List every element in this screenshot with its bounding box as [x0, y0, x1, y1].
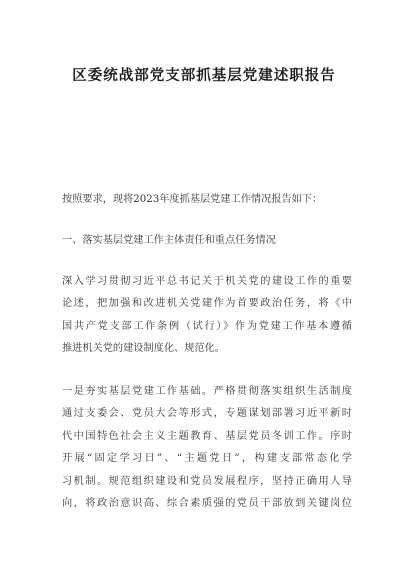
paragraph-line: 论述，把加强和改进机关党建作为首要政治任务，将《中 — [62, 298, 352, 310]
paragraph-line: 推进机关党的建设制度化、规范化。 — [62, 343, 225, 355]
section-heading: 一、落实基层党建工作主体责任和重点任务情况 — [62, 235, 276, 246]
paragraph-line: 通过支委会、党员大会等形式，专题谋划部署习近平新时 — [62, 408, 352, 420]
paragraph-line: 习机制。规范组织建设和党员发展程序，坚持正确用人导 — [62, 475, 352, 487]
paragraph-1 — [62, 271, 352, 361]
paragraph-line: 向，将政治意识高、综合素质强的党员干部放到关键岗位 — [62, 497, 352, 509]
paragraph-2 — [62, 381, 352, 515]
paragraph-line: 一是夯实基层党建工作基础。严格贯彻落实组织生活制度 — [62, 386, 352, 397]
paragraph-line: 开展“固定学习日”、“主题党日”，构建支部常态化学 — [62, 453, 352, 465]
document-title: 区委统战部党支部抓基层党建述职报告 — [72, 68, 336, 84]
paragraph-line: 国共产党支部工作条例（试行）》作为党建工作基本遵循 — [62, 320, 352, 332]
paragraph-line: 深入学习贯彻习近平总书记关于机关党的建设工作的重要 — [62, 276, 352, 287]
paragraph-line: 代中国特色社会主义主题教育、基层党员冬训工作。序时 — [62, 430, 352, 442]
intro-text: 按照要求，现将2023年度抓基层党建工作情况报告如下： — [62, 194, 323, 205]
